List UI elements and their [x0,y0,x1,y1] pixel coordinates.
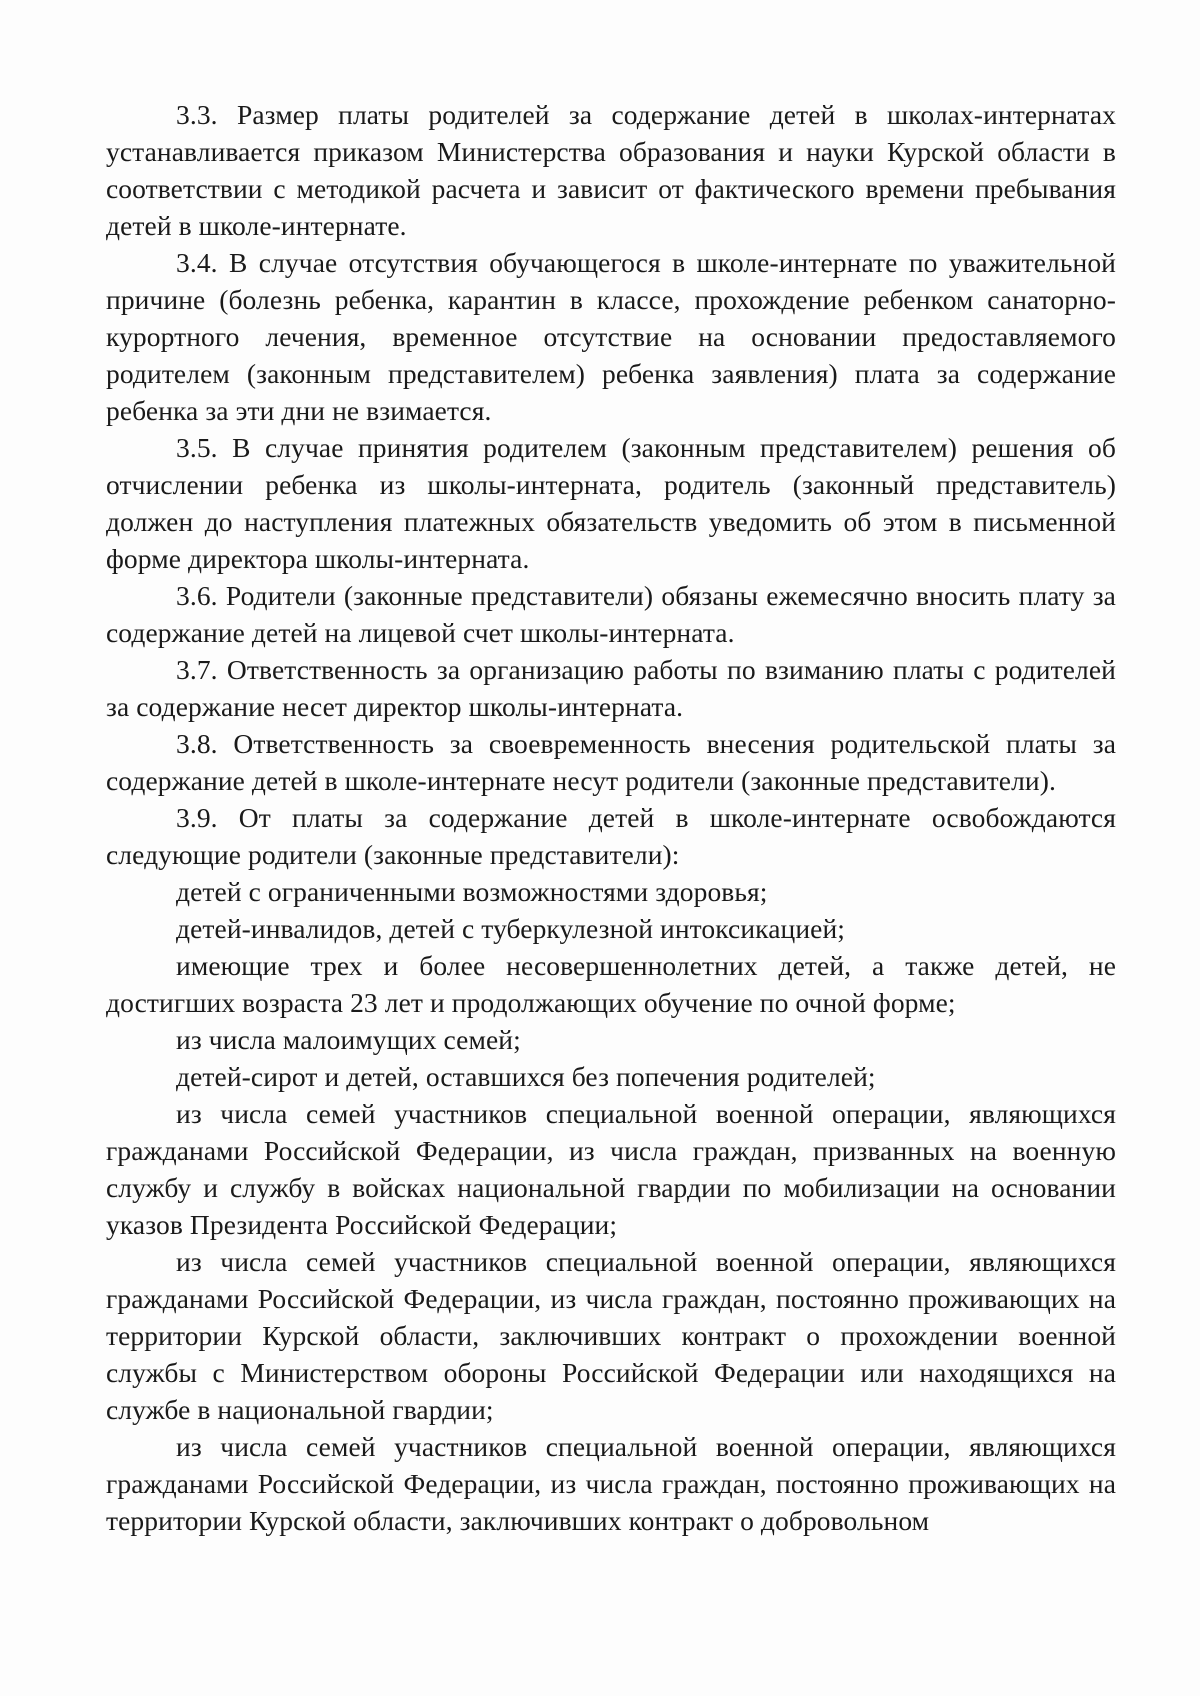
list-item: из числа семей участников специальной военной операции, являющихся гражданами Российской Федерации, из числа граждан, призванных на военную службу и службу в войсках национальной гвардии по мобилизации на основании указов Президента Российской Федерации; [106,1098,1116,1240]
list-item: детей-инвалидов, детей с туберкулезной интоксикацией; [176,913,846,944]
paragraph-3-8: 3.8. Ответственность за своевременность внесения родительской платы за содержание детей в школе-интернате несут родители (законные представители). [106,728,1116,796]
list-item: из числа малоимущих семей; [176,1024,521,1055]
list-item: имеющие трех и более несовершеннолетних детей, а также детей, не достигших возраста 23 лет и продолжающих обучение по очной форме; [106,950,1116,1018]
paragraph-3-4: 3.4. В случае отсутствия обучающегося в школе-интернате по уважительной причине (болезнь ребенка, карантин в классе, прохождение ребенком санаторно-курортного лечения, временное отсутствие на основании предоставляемого родителем (законным представителем) ребенка заявления) плата за содержание ребенка за эти дни не взимается. [106,247,1116,426]
paragraph-3-5: 3.5. В случае принятия родителем (законным представителем) решения об отчислении ребенка из школы-интерната, родитель (законный представитель) должен до наступления платежных обязательств уведомить об этом в письменной форме директора школы-интерната. [106,432,1116,574]
list-item: детей с ограниченными возможностями здоровья; [176,876,768,907]
document-body [106,96,1116,1539]
paragraph-3-3: 3.3. Размер платы родителей за содержание детей в школах-интернатах устанавливается приказом Министерства образования и науки Курской области в соответствии с методикой расчета и зависит от фактического времени пребывания детей в школе-интернате. [106,99,1116,241]
list-item: из числа семей участников специальной военной операции, являющихся гражданами Российской Федерации, из числа граждан, постоянно проживающих на территории Курской области, заключивших контракт о прохождении военной службы с Министерством обороны Российской Федерации или находящихся на службе в национальной гвардии; [106,1246,1116,1425]
paragraph-3-6: 3.6. Родители (законные представители) обязаны ежемесячно вносить плату за содержание детей на лицевой счет школы-интерната. [106,580,1116,648]
paragraph-3-9: 3.9. От платы за содержание детей в школе-интернате освобождаются следующие родители (законные представители): [106,802,1116,870]
paragraph-3-7: 3.7. Ответственность за организацию работы по взиманию платы с родителей за содержание несет директор школы-интерната. [106,654,1116,722]
list-item: из числа семей участников специальной военной операции, являющихся гражданами Российской Федерации, из числа граждан, постоянно проживающих на территории Курской области, заключивших контракт о добровольном [106,1431,1116,1536]
list-item: детей-сирот и детей, оставшихся без попечения родителей; [176,1061,876,1092]
